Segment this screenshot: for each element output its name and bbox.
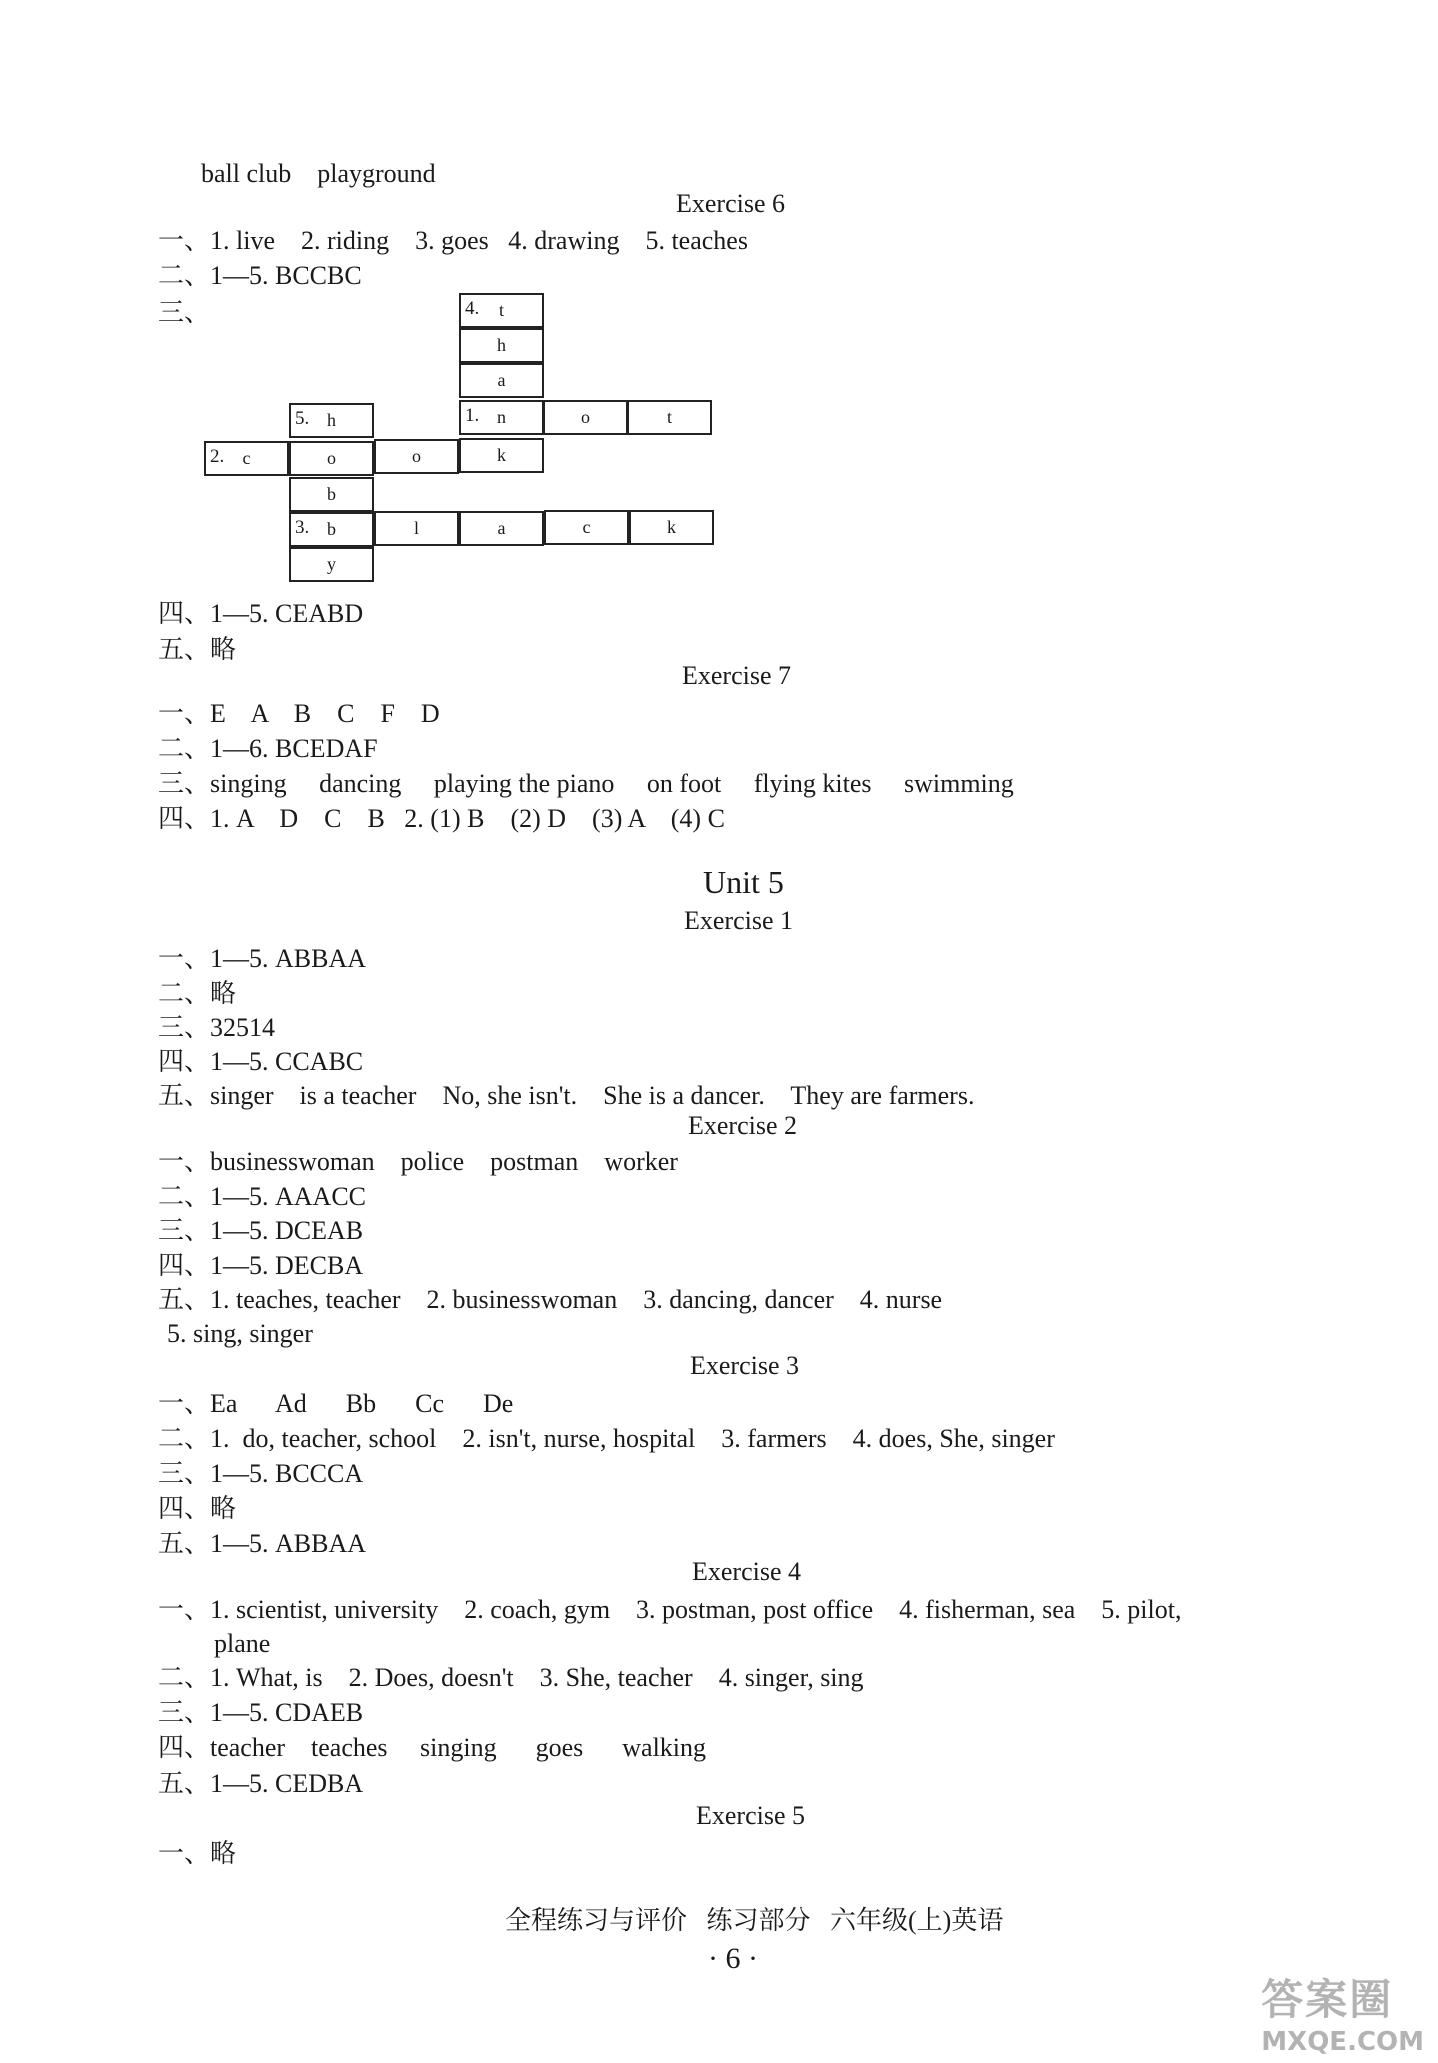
crossword-cell: h <box>459 328 544 363</box>
u5-ex3-line-4: 四、略 <box>158 1494 237 1523</box>
watermark <box>1261 1967 1424 2057</box>
ex6-line-5: 五、略 <box>158 635 237 664</box>
ex6-line-2: 二、1—5. BCCBC <box>158 261 362 290</box>
u5-ex4-line-6: 五、1—5. CEDBA <box>158 1769 364 1798</box>
crossword-cell: t <box>627 400 712 435</box>
u5-ex3-line-3: 三、1—5. BCCCA <box>158 1459 364 1488</box>
ex7-line-1: 一、E A B C F D <box>158 699 440 728</box>
ex7-line-4: 四、1. A D C B 2. (1) B (2) D (3) A (4) C <box>158 804 725 833</box>
u5-ex4-line-2: plane <box>214 1629 271 1658</box>
u5-ex2-line-4: 四、1—5. DECBA <box>158 1251 364 1280</box>
crossword-cell: c <box>544 510 629 545</box>
crossword-cell: b <box>289 477 374 512</box>
u5-exercise-2-title: Exercise 2 <box>688 1111 798 1140</box>
u5-ex5-line-1: 一、略 <box>158 1839 237 1868</box>
u5-ex1-line-5: 五、singer is a teacher No, she isn't. She is a dancer. They are farmers. <box>158 1081 975 1110</box>
u5-ex4-line-3: 二、1. What, is 2. Does, doesn't 3. She, teacher 4. singer, sing <box>158 1663 864 1692</box>
u5-exercise-3-title: Exercise 3 <box>690 1351 800 1380</box>
u5-ex3-line-5: 五、1—5. ABBAA <box>158 1529 367 1558</box>
u5-ex4-line-1: 一、1. scientist, university 2. coach, gym 3. postman, post office 4. fisherman, sea 5. pilot, <box>158 1595 1182 1624</box>
u5-exercise-4-title: Exercise 4 <box>692 1557 802 1586</box>
u5-ex2-line-5: 五、1. teaches, teacher 2. businesswoman 3. dancing, dancer 4. nurse <box>158 1285 943 1314</box>
crossword-cell: a <box>459 511 544 546</box>
watermark-logo: 答案圈 <box>1261 1975 1394 2024</box>
crossword-cell: l <box>374 511 459 546</box>
crossword-cell: y <box>289 547 374 582</box>
u5-ex4-line-5: 四、teacher teaches singing goes walking <box>158 1733 707 1762</box>
crossword-cell: o <box>374 439 459 474</box>
crossword-cell: 3. b <box>289 512 374 547</box>
u5-ex3-line-1: 一、Ea Ad Bb Cc De <box>158 1389 514 1418</box>
ex6-line-3: 三、 <box>158 298 211 327</box>
u5-ex1-line-2: 二、略 <box>158 979 237 1008</box>
crossword-cell: 1. n <box>459 400 544 435</box>
crossword-cell: o <box>543 400 628 435</box>
crossword-cell: 2. c <box>204 441 289 476</box>
u5-ex2-line-2: 二、1—5. AAACC <box>158 1182 367 1211</box>
ex6-line-1: 一、1. live 2. riding 3. goes 4. drawing 5. teaches <box>158 226 748 255</box>
ex7-line-3: 三、singing dancing playing the piano on foot flying kites swimming <box>158 769 1014 798</box>
crossword-cell: k <box>629 510 714 545</box>
ex7-line-2: 二、1—6. BCEDAF <box>158 734 378 763</box>
crossword-cell: 4. t <box>459 293 544 328</box>
top-line: ball club playground <box>201 159 436 188</box>
u5-ex1-line-1: 一、1—5. ABBAA <box>158 944 367 973</box>
exercise-6-title: Exercise 6 <box>676 189 786 218</box>
crossword-cell: o <box>289 441 374 476</box>
page-number: · 6 · <box>708 1942 758 1975</box>
u5-ex1-line-4: 四、1—5. CCABC <box>158 1047 364 1076</box>
u5-ex3-line-2: 二、1. do, teacher, school 2. isn't, nurse, hospital 3. farmers 4. does, She, singer <box>158 1424 1055 1453</box>
footer-book-title: 全程练习与评价 练习部分 六年级(上)英语 <box>505 1906 1004 1935</box>
crossword-cell: a <box>459 363 544 398</box>
u5-exercise-1-title: Exercise 1 <box>684 906 794 935</box>
crossword-cell: k <box>459 438 544 473</box>
u5-exercise-5-title: Exercise 5 <box>696 1801 806 1830</box>
u5-ex2-line-6: 5. sing, singer <box>167 1319 313 1348</box>
u5-ex4-line-4: 三、1—5. CDAEB <box>158 1698 364 1727</box>
unit-5-title: Unit 5 <box>703 864 784 900</box>
u5-ex1-line-3: 三、32514 <box>158 1013 276 1042</box>
u5-ex2-line-1: 一、businesswoman police postman worker <box>158 1147 678 1176</box>
watermark-url: MXQE.COM <box>1261 2027 1424 2057</box>
crossword-cell: 5. h <box>289 403 374 438</box>
u5-ex2-line-3: 三、1—5. DCEAB <box>158 1216 364 1245</box>
exercise-7-title: Exercise 7 <box>682 661 792 690</box>
ex6-line-4: 四、1—5. CEABD <box>158 599 364 628</box>
